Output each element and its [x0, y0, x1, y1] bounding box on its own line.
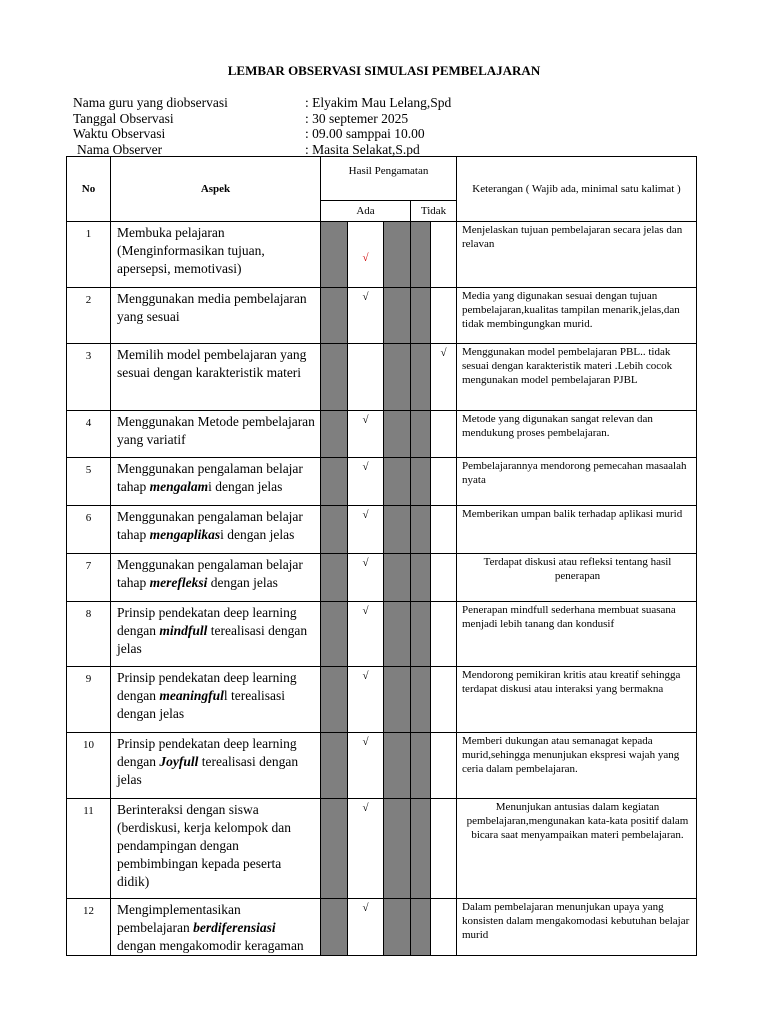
row-keterangan: Media yang digunakan sesuai dengan tujuan pembelajaran,kualitas tampilan menarik,jelas,dan tidak membingungkan murid. [457, 288, 697, 344]
table-row [67, 554, 697, 602]
row-keterangan: Menunjukan antusias dalam kegiatan pembelajaran,mengunakan kata-kata positif dalam bicara saat menyampaikan materi pembelajaran. [457, 799, 697, 899]
tidak-shaded-cell [411, 222, 431, 288]
tidak-check [431, 458, 457, 506]
aspek-text: Prinsip pendekatan deep learning dengan [117, 605, 297, 638]
aspek-text: Menggunakan pengalaman belajar tahap [117, 557, 303, 590]
aspek-text: Memilih model pembelajaran yang sesuai dengan karakteristik materi [117, 347, 307, 380]
header-keterangan: Keterangan ( Wajib ada, minimal satu kalimat ) [457, 157, 697, 222]
aspek-text: l terealisasi dengan jelas [117, 688, 285, 721]
info-label: Waktu Observasi [73, 126, 166, 141]
info-value: : 09.00 samppai 10.00 [305, 126, 425, 141]
aspek-text: Membuka pelajaran (Menginformasikan tujuan, apersepsi, memotivasi) [117, 225, 265, 276]
aspek-text: Menggunakan Metode pembelajaran yang variatif [117, 414, 315, 447]
ada-shaded-cell [321, 222, 348, 288]
ada-shaded-cell [384, 344, 411, 411]
tidak-check [431, 899, 457, 956]
row-number: 8 [67, 602, 111, 667]
aspek-text: Mengimplementasikan pembelajaran [117, 902, 241, 935]
ada-shaded-cell [321, 458, 348, 506]
row-number: 1 [67, 222, 111, 288]
row-number: 12 [67, 899, 111, 956]
info-value: : 30 septemer 2025 [305, 110, 409, 126]
row-number: 7 [67, 554, 111, 602]
observation-table [66, 156, 697, 956]
aspek-emphasis: mindfull [159, 623, 208, 638]
tidak-shaded-cell [411, 506, 431, 554]
row-number: 2 [67, 288, 111, 344]
ada-check: √ [348, 667, 384, 733]
row-keterangan: Metode yang digunakan sangat relevan dan mendukung proses pembelajaran. [457, 411, 697, 458]
table-row [67, 506, 697, 554]
table-row [67, 602, 697, 667]
row-number: 10 [67, 733, 111, 799]
tidak-check [431, 554, 457, 602]
ada-shaded-cell [384, 799, 411, 899]
tidak-check [431, 733, 457, 799]
ada-shaded-cell [321, 602, 348, 667]
aspek-emphasis: merefleksi [149, 575, 208, 590]
ada-shaded-cell [321, 288, 348, 344]
row-keterangan: Menjelaskan tujuan pembelajaran secara jelas dan relavan [457, 222, 697, 288]
aspek-emphasis: meaningful [159, 688, 224, 703]
ada-check: √ [348, 799, 384, 899]
tidak-check [431, 602, 457, 667]
table-row [67, 667, 697, 733]
ada-shaded-cell [321, 667, 348, 733]
tidak-check [431, 288, 457, 344]
table-row [67, 411, 697, 458]
aspek-text: Prinsip pendekatan deep learning dengan [117, 670, 297, 703]
aspek-text: Menggunakan media pembelajaran yang sesuai [117, 291, 307, 324]
row-keterangan: Memberi dukungan atau semanagat kepada murid,sehingga menunjukan ekspresi wajah yang ceria dalam pembelajaran. [457, 733, 697, 799]
ada-shaded-cell [384, 554, 411, 602]
aspek-text: Prinsip pendekatan deep learning dengan [117, 736, 297, 769]
observation-info [73, 95, 451, 157]
aspek-emphasis: mengalam [149, 479, 209, 494]
tidak-check [431, 799, 457, 899]
aspek-text: Menggunakan pengalaman belajar tahap [117, 461, 303, 494]
tidak-check [431, 667, 457, 733]
aspek-text: dengan mengakomodir keragaman [117, 938, 304, 953]
row-keterangan: Pembelajarannya mendorong pemecahan masaalah nyata [457, 458, 697, 506]
ada-shaded-cell [384, 411, 411, 458]
tidak-shaded-cell [411, 799, 431, 899]
row-keterangan: Terdapat diskusi atau refleksi tentang hasil penerapan [457, 554, 697, 602]
table-row [67, 458, 697, 506]
tidak-check: √ [431, 344, 457, 411]
ada-shaded-cell [321, 344, 348, 411]
aspek-text: Menggunakan pengalaman belajar tahap [117, 509, 303, 542]
ada-check: √ [348, 411, 384, 458]
row-aspek [111, 554, 321, 602]
row-aspek [111, 506, 321, 554]
row-keterangan: Mendorong pemikiran kritis atau kreatif sehingga terdapat diskusi atau interaksi yang bermakna [457, 667, 697, 733]
aspek-emphasis: Joyfull [159, 754, 199, 769]
row-keterangan: Penerapan mindfull sederhana membuat suasana menjadi lebih tanang dan kondusif [457, 602, 697, 667]
row-aspek [111, 411, 321, 458]
ada-shaded-cell [321, 733, 348, 799]
tidak-shaded-cell [411, 733, 431, 799]
document-title: LEMBAR OBSERVASI SIMULASI PEMBELAJARAN [227, 63, 541, 78]
row-aspek [111, 899, 321, 956]
header-hasil-pengamatan: Hasil Pengamatan [321, 157, 457, 201]
ada-shaded-cell [321, 411, 348, 458]
aspek-text: terealisasi dengan jelas [117, 623, 308, 656]
row-number: 5 [67, 458, 111, 506]
row-aspek [111, 288, 321, 344]
ada-check: √ [348, 222, 384, 288]
row-keterangan: Dalam pembelajaran menunjukan upaya yang konsisten dalam mengakomodasi kebutuhan belajar murid [457, 899, 697, 956]
ada-shaded-cell [384, 667, 411, 733]
tidak-shaded-cell [411, 288, 431, 344]
table-row [67, 344, 697, 411]
info-row-observer [73, 142, 451, 158]
ada-check: √ [348, 899, 384, 956]
ada-shaded-cell [384, 222, 411, 288]
ada-shaded-cell [384, 288, 411, 344]
row-number: 11 [67, 799, 111, 899]
info-value: : Elyakim Mau Lelang,Spd [305, 95, 452, 110]
ada-check: √ [348, 733, 384, 799]
aspek-text: i dengan jelas [220, 527, 295, 542]
header-aspek: Aspek [111, 157, 321, 222]
row-aspek [111, 602, 321, 667]
info-label: Nama Observer [77, 141, 163, 157]
tidak-shaded-cell [411, 411, 431, 458]
ada-shaded-cell [384, 458, 411, 506]
header-no: No [67, 157, 111, 222]
row-aspek [111, 799, 321, 899]
aspek-text: Berinteraksi dengan siswa (berdiskusi, kerja kelompok dan pendampingan dengan pembimbingan kepada peserta didik) [117, 802, 291, 889]
row-number: 6 [67, 506, 111, 554]
ada-shaded-cell [384, 733, 411, 799]
ada-check: √ [348, 506, 384, 554]
tidak-shaded-cell [411, 667, 431, 733]
info-value: : Masita Selakat,S.pd [305, 141, 420, 157]
aspek-emphasis: mengaplikas [149, 527, 221, 542]
ada-shaded-cell [384, 899, 411, 956]
tidak-shaded-cell [411, 899, 431, 956]
row-keterangan: Menggunakan model pembelajaran PBL.. tidak sesuai dengan karakteristik materi .Lebih cocok mengunakan model pembelajaran PJBL [457, 344, 697, 411]
ada-shaded-cell [321, 799, 348, 899]
tidak-shaded-cell [411, 602, 431, 667]
ada-check [348, 344, 384, 411]
info-row-guru [73, 95, 451, 111]
table-row [67, 288, 697, 344]
tidak-shaded-cell [411, 554, 431, 602]
info-row-tanggal [73, 111, 451, 127]
aspek-text: dengan jelas [207, 575, 278, 590]
aspek-text: i dengan jelas [208, 479, 283, 494]
header-tidak: Tidak [411, 201, 457, 222]
info-row-waktu [73, 126, 451, 142]
ada-shaded-cell [321, 554, 348, 602]
row-aspek [111, 344, 321, 411]
aspek-text: terealisasi dengan jelas [117, 754, 299, 787]
row-aspek [111, 458, 321, 506]
ada-check: √ [348, 288, 384, 344]
row-number: 4 [67, 411, 111, 458]
aspek-emphasis: berdiferensiasi [193, 920, 276, 935]
row-aspek [111, 733, 321, 799]
tidak-check [431, 222, 457, 288]
ada-shaded-cell [321, 899, 348, 956]
tidak-check [431, 506, 457, 554]
ada-check: √ [348, 554, 384, 602]
info-label: Nama guru yang diobservasi [73, 95, 228, 110]
tidak-shaded-cell [411, 458, 431, 506]
table-row [67, 899, 697, 956]
row-aspek [111, 222, 321, 288]
row-number: 3 [67, 344, 111, 411]
row-keterangan: Memberikan umpan balik terhadap aplikasi murid [457, 506, 697, 554]
table-row [67, 733, 697, 799]
ada-shaded-cell [384, 506, 411, 554]
ada-check: √ [348, 602, 384, 667]
ada-shaded-cell [384, 602, 411, 667]
row-aspek [111, 667, 321, 733]
table-row [67, 222, 697, 288]
ada-shaded-cell [321, 506, 348, 554]
tidak-check [431, 411, 457, 458]
row-number: 9 [67, 667, 111, 733]
header-ada: Ada [321, 201, 411, 222]
ada-check: √ [348, 458, 384, 506]
tidak-shaded-cell [411, 344, 431, 411]
info-label: Tanggal Observasi [73, 110, 174, 126]
table-row [67, 799, 697, 899]
